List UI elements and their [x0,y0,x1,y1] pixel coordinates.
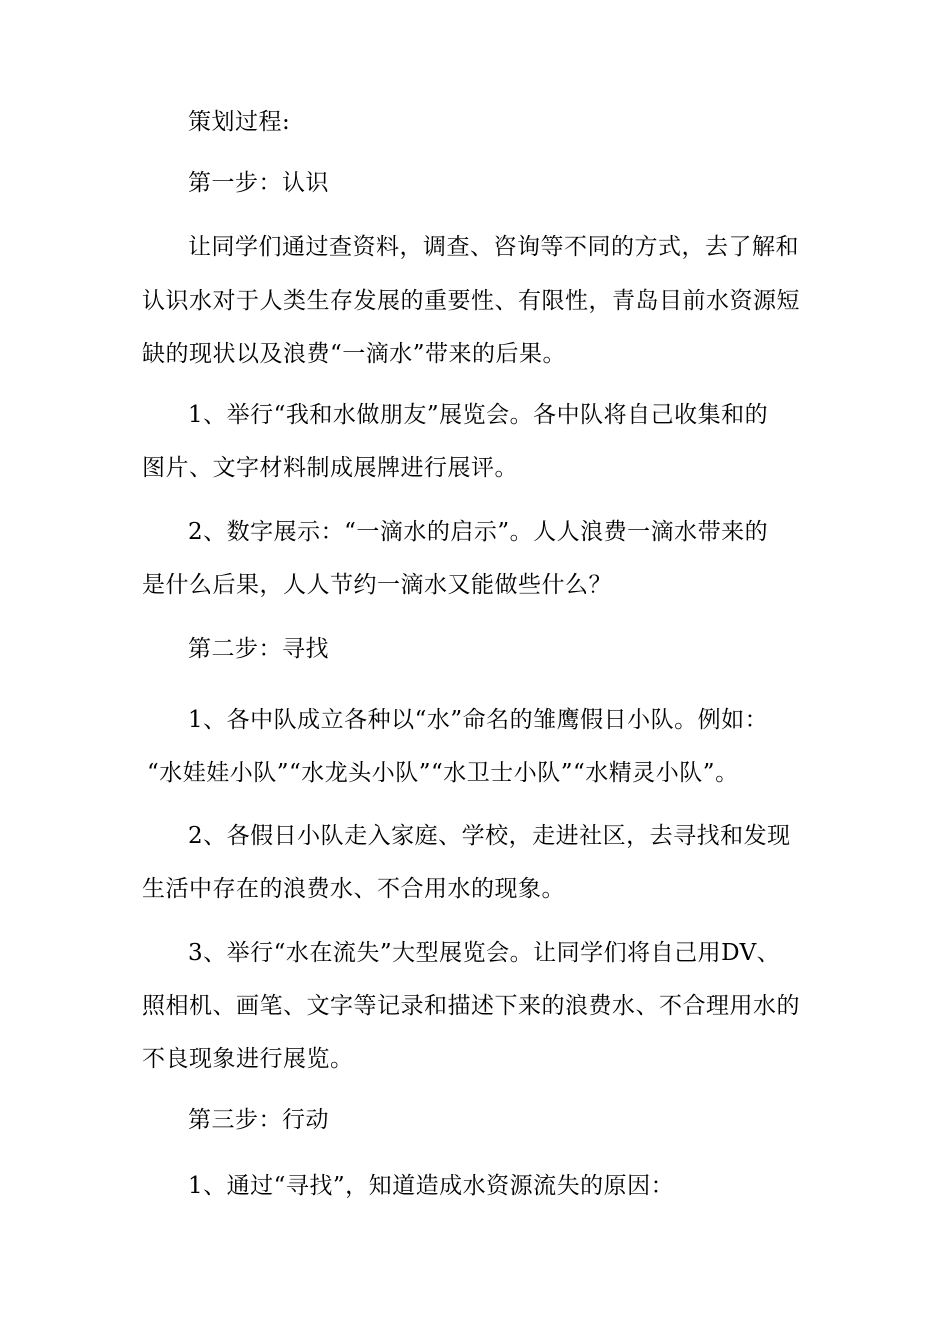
paragraph-line: 1、举行“我和水做朋友”展览会。各中队将自己收集和的 [188,402,769,428]
paragraph-line: 缺的现状以及浪费“一滴水”带来的后果。 [142,341,567,367]
paragraph-line: 2、数字展示：“一滴水的启示”。人人浪费一滴水带来的 [188,519,769,545]
heading-planning-process: 策划过程: [188,109,291,135]
step-three-heading: 第三步：行动 [188,1107,329,1133]
paragraph-line: 3、举行“水在流失”大型展览会。让同学们将自己用DV、 [188,940,781,966]
paragraph-line: 1、通过“寻找”，知道造成水资源流失的原因： [188,1173,675,1199]
paragraph-line: “水娃娃小队”“水龙头小队”“水卫士小队”“水精灵小队”。 [147,760,739,786]
step-two-heading: 第二步：寻找 [188,636,329,662]
step-one-heading: 第一步：认识 [188,170,329,196]
paragraph-line: 照相机、画笔、文字等记录和描述下来的浪费水、不合理用水的 [142,993,800,1019]
paragraph-line: 图片、文字材料制成展牌进行展评。 [142,455,518,481]
paragraph-line: 不良现象进行展览。 [142,1046,354,1072]
paragraph-line: 生活中存在的浪费水、不合用水的现象。 [142,876,565,902]
paragraph-line: 让同学们通过查资料，调查、咨询等不同的方式，去了解和 [188,234,799,260]
paragraph-line: 是什么后果，人人节约一滴水又能做些什么？ [142,572,612,598]
paragraph-line: 2、各假日小队走入家庭、学校，走进社区，去寻找和发现 [188,823,791,849]
paragraph-line: 认识水对于人类生存发展的重要性、有限性，青岛目前水资源短 [142,288,800,314]
paragraph-line: 1、各中队成立各种以“水”命名的雏鹰假日小队。例如： [188,707,769,733]
